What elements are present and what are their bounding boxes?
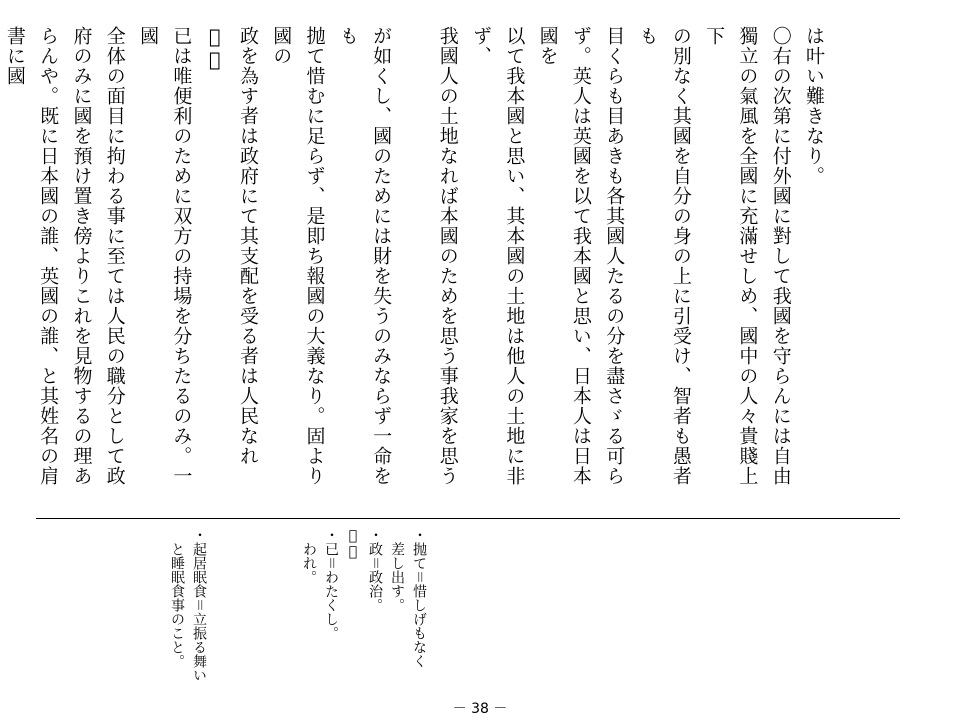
note-line: われ。 <box>301 528 317 584</box>
text-line: 以て我本國と思い、其本國の土地は他人の土地に非ず、 <box>470 26 526 486</box>
note-line-blank <box>210 528 232 698</box>
footnotes <box>100 528 430 698</box>
note-line: と睡眠食事のこと。 <box>169 528 185 668</box>
note-line-blank <box>276 528 298 698</box>
text-line: 政を為す者は政府にて其支配を受る者は人民なれ𪜈、 <box>203 26 259 466</box>
footnote-divider <box>36 518 900 519</box>
text-line: の別なく其國を自分の身の上に引受け、智者も愚者も <box>636 26 692 486</box>
note-line: 差し出す。 <box>389 528 405 612</box>
text-line: ず。英人は英國を以て我本國と思い、日本人は日本國を <box>536 26 592 486</box>
note-line: ・已＝わたくし。 <box>323 528 339 640</box>
main-text <box>3 26 830 496</box>
text-line: は叶い難きなり。 <box>803 26 825 186</box>
note-line: ・𪜈 <box>345 528 361 560</box>
note-line: ・起居眠食＝立振る舞い <box>191 528 207 682</box>
note-line: ・政＝政治。 <box>367 528 383 612</box>
text-line: 全体の面目に拘わる事に至ては人民の職分として政 <box>103 26 126 486</box>
text-line: 目くらも目あきも各其國人たるの分を盡さゞる可ら <box>603 26 626 486</box>
text-line: 〇右の次第に付外國に對して我國を守らんには自由 <box>769 26 792 486</box>
text-line: 府のみに國を預け置き傍よりこれを見物するの理あ <box>70 26 93 486</box>
text-line: 獨立の氣風を全國に充滿せしめ、國中の人々貴賤上下 <box>703 26 759 486</box>
text-line: 我國人の土地なれば本國のためを思う事我家を思う <box>436 26 459 486</box>
text-line: 已は唯便利のために双方の持場を分ちたるのみ。一國 <box>137 26 193 486</box>
note-line: ・抛て＝惜しげもなく <box>411 528 427 668</box>
text-line: が如くし、國のためには財を失うのみならず一命をも <box>336 26 393 486</box>
note-line-blank <box>232 528 254 698</box>
text-line: 抛て惜むに足らず、是即ち報國の大義なり。固より國の <box>270 26 326 486</box>
page-number: － 38 － <box>452 701 508 717</box>
text-line-blank <box>397 26 430 496</box>
text-line: らんや。既に日本國の誰、英國の誰、と其姓名の肩書に國 <box>3 26 60 486</box>
note-line-blank <box>254 528 276 698</box>
